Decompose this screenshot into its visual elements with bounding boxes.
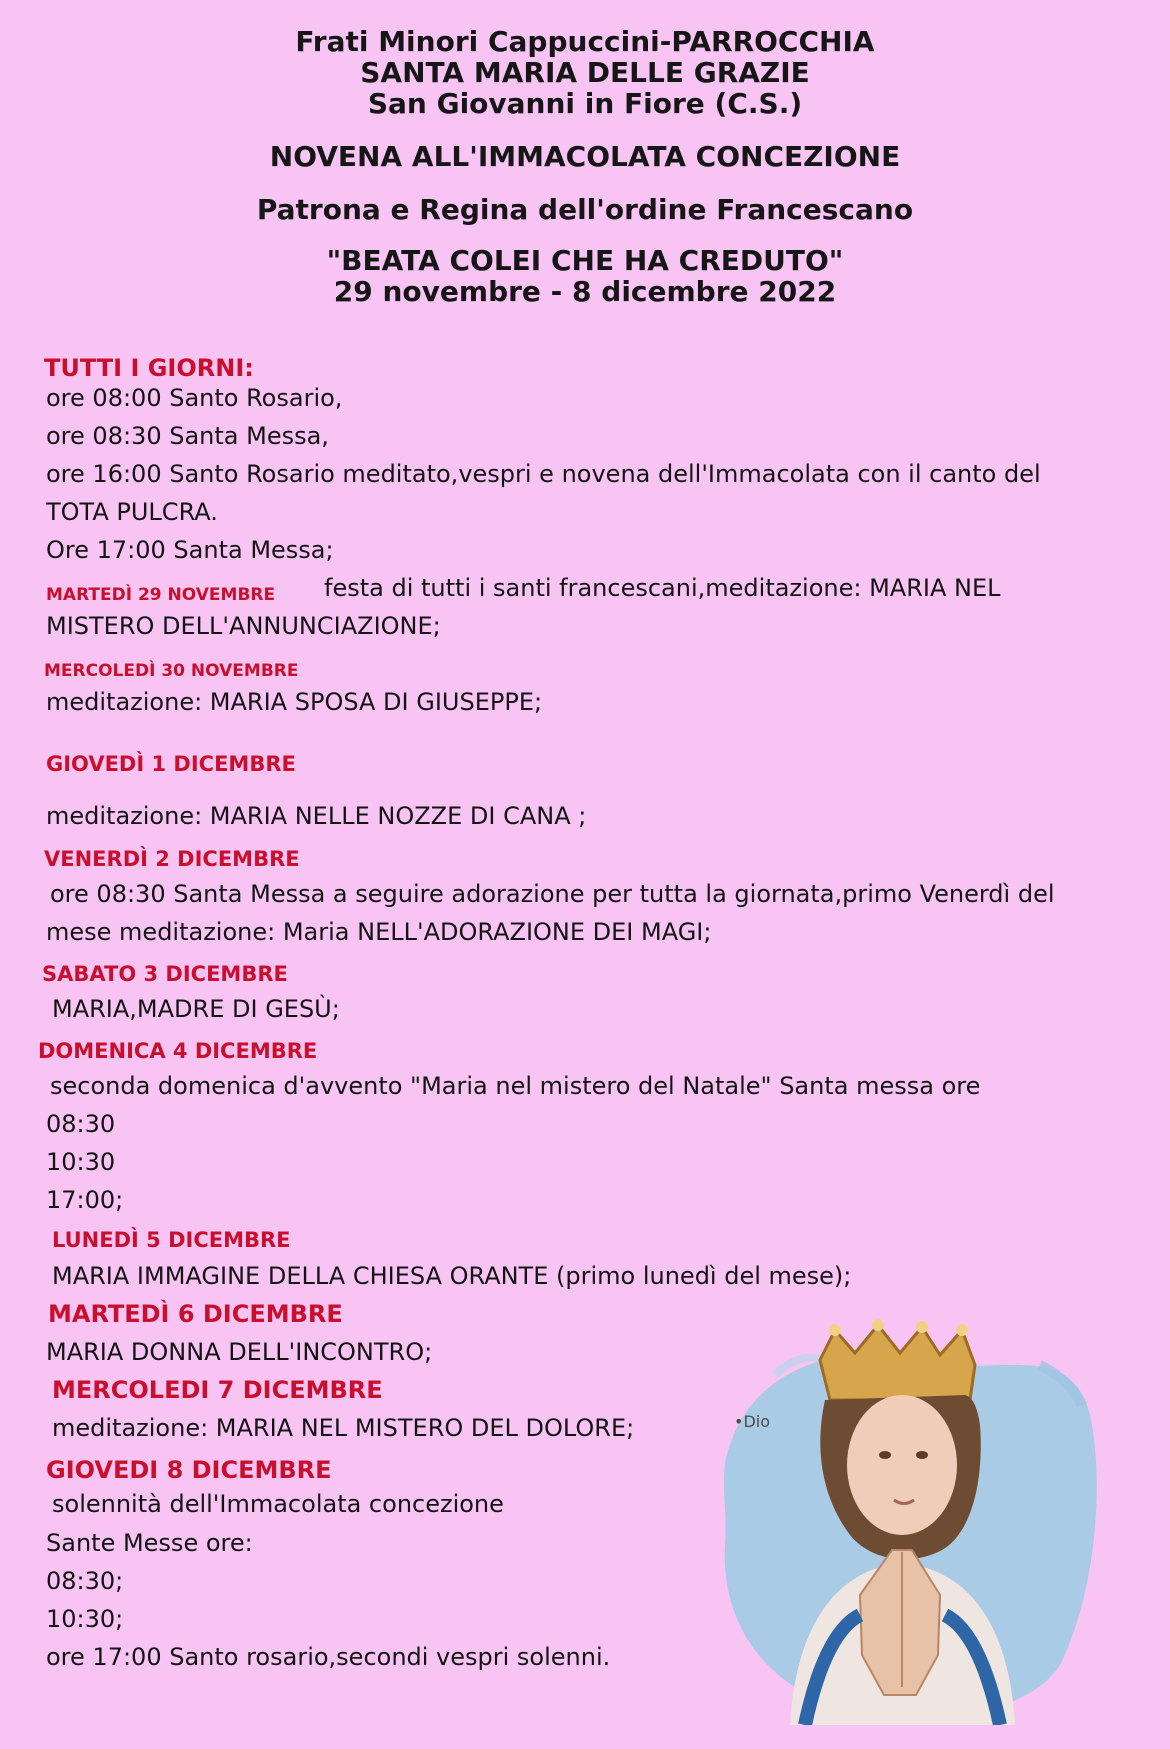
- dec6-line: MARIA DONNA DELL'INCONTRO;: [46, 1338, 433, 1366]
- dec8-line: Sante Messe ore:: [46, 1529, 253, 1557]
- daily-line: ore 16:00 Santo Rosario meditato,vespri e novena dell'Immacolata con il canto del: [46, 460, 1041, 488]
- daily-line: TOTA PULCRA.: [46, 498, 218, 526]
- madonna-illustration: [710, 1295, 1100, 1725]
- madonna-image: [710, 1295, 1100, 1725]
- dec5-heading: LUNEDÌ 5 DICEMBRE: [52, 1228, 291, 1252]
- dec3-line: MARIA,MADRE DI GESÙ;: [52, 995, 340, 1023]
- dec8-line: solennità dell'Immacolata concezione: [52, 1490, 504, 1518]
- nov29-heading: MARTEDÌ 29 NOVEMBRE: [46, 585, 276, 605]
- daily-line: ore 08:00 Santo Rosario,: [46, 384, 343, 412]
- dec4-time: 10:30: [46, 1148, 116, 1176]
- image-inscription: •Dio: [734, 1412, 770, 1431]
- novena-subtitle: Patrona e Regina dell'ordine Francescano: [256, 193, 914, 226]
- nov29-line: festa di tutti i santi francescani,meditazione: MARIA NEL: [324, 574, 1001, 602]
- dec8-heading: GIOVEDI 8 DICEMBRE: [46, 1456, 332, 1484]
- novena-motto: "BEATA COLEI CHE HA CREDUTO": [326, 244, 844, 277]
- nov30-heading: MERCOLEDÌ 30 NOVEMBRE: [44, 661, 299, 681]
- dec1-line: meditazione: MARIA NELLE NOZZE DI CANA ;: [46, 802, 587, 830]
- dec2-line: mese meditazione: Maria NELL'ADORAZIONE DEI MAGI;: [46, 918, 712, 946]
- dec8-line: ore 17:00 Santo rosario,secondi vespri solenni.: [46, 1643, 611, 1671]
- dec1-heading: GIOVEDÌ 1 DICEMBRE: [46, 752, 296, 776]
- dec2-line: ore 08:30 Santa Messa a seguire adorazione per tutta la giornata,primo Venerdì del: [50, 880, 1055, 908]
- dec4-time: 17:00;: [46, 1186, 124, 1214]
- dec3-heading: SABATO 3 DICEMBRE: [42, 962, 288, 986]
- nov30-line: meditazione: MARIA SPOSA DI GIUSEPPE;: [46, 688, 543, 716]
- novena-dates: 29 novembre - 8 dicembre 2022: [333, 275, 837, 308]
- parish-name-line2: SANTA MARIA DELLE GRAZIE: [360, 56, 810, 89]
- dec6-heading: MARTEDÌ 6 DICEMBRE: [48, 1300, 343, 1328]
- dec7-line: meditazione: MARIA NEL MISTERO DEL DOLORE;: [52, 1414, 635, 1442]
- dec4-heading: DOMENICA 4 DICEMBRE: [38, 1039, 318, 1063]
- dec4-line: seconda domenica d'avvento "Maria nel mistero del Natale" Santa messa ore: [50, 1072, 981, 1100]
- dec5-line: MARIA IMMAGINE DELLA CHIESA ORANTE (primo lunedì del mese);: [52, 1262, 852, 1290]
- parish-location: San Giovanni in Fiore (C.S.): [367, 87, 803, 120]
- dec8-time: 08:30;: [46, 1567, 124, 1595]
- daily-line: ore 08:30 Santa Messa,: [46, 422, 329, 450]
- parish-name-line1: Frati Minori Cappuccini-PARROCCHIA: [295, 25, 875, 58]
- dec8-time: 10:30;: [46, 1605, 124, 1633]
- dec2-heading: VENERDÌ 2 DICEMBRE: [44, 847, 300, 871]
- daily-line: Ore 17:00 Santa Messa;: [46, 536, 334, 564]
- nov29-line: MISTERO DELL'ANNUNCIAZIONE;: [46, 612, 441, 640]
- novena-title: NOVENA ALL'IMMACOLATA CONCEZIONE: [269, 140, 901, 173]
- dec4-time: 08:30: [46, 1110, 116, 1138]
- daily-heading: TUTTI I GIORNI:: [44, 354, 254, 382]
- dec7-heading: MERCOLEDI 7 DICEMBRE: [52, 1376, 383, 1404]
